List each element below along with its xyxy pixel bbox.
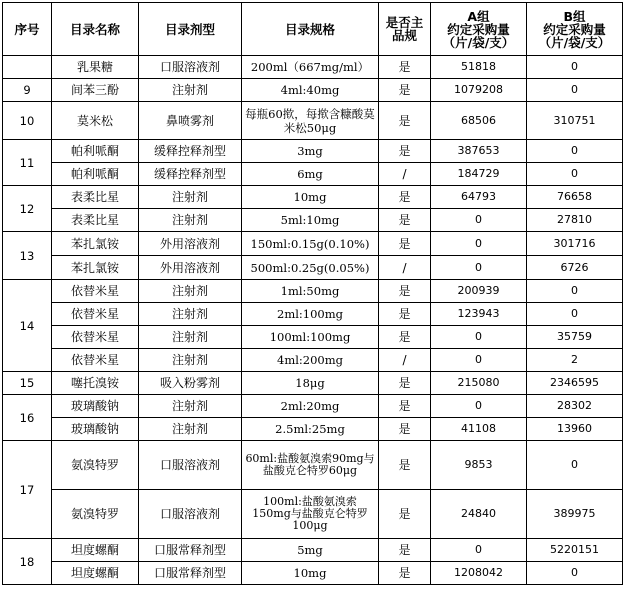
cell-b-qty: 0 [527, 140, 623, 163]
cell-spec: 每瓶60揿，每揿含糠酸莫米松50μg [242, 102, 379, 140]
cell-b-qty: 389975 [527, 490, 623, 539]
cell-name: 表柔比星 [52, 209, 139, 232]
cell-main: 是 [379, 56, 431, 79]
cell-spec: 5ml:10mg [242, 209, 379, 232]
cell-a-qty: 68506 [431, 102, 527, 140]
cell-spec: 100ml:100mg [242, 326, 379, 349]
cell-main: 是 [379, 140, 431, 163]
cell-seq: 16 [3, 395, 52, 441]
cell-a-qty: 0 [431, 232, 527, 256]
cell-form: 口服溶液剂 [139, 441, 242, 490]
cell-form: 注射剂 [139, 280, 242, 303]
cell-a-qty: 0 [431, 326, 527, 349]
header-a-group: A组 约定采购量 （片/袋/支） [431, 3, 527, 56]
cell-name: 玻璃酸钠 [52, 418, 139, 441]
cell-spec: 60ml:盐酸氨溴索90mg与盐酸克仑特罗60μg [242, 441, 379, 490]
cell-spec: 2.5ml:25mg [242, 418, 379, 441]
cell-b-qty: 6726 [527, 256, 623, 280]
table-row [3, 280, 623, 303]
cell-seq: 15 [3, 372, 52, 395]
cell-a-qty: 64793 [431, 186, 527, 209]
cell-name: 依替米星 [52, 349, 139, 372]
table-row [3, 209, 623, 232]
cell-name: 氨溴特罗 [52, 490, 139, 539]
cell-spec: 1ml:50mg [242, 280, 379, 303]
cell-form: 外用溶液剂 [139, 232, 242, 256]
cell-b-qty: 27810 [527, 209, 623, 232]
cell-spec: 150ml:0.15g(0.10%) [242, 232, 379, 256]
table-row [3, 56, 623, 79]
header-spec: 目录规格 [242, 3, 379, 56]
cell-a-qty: 41108 [431, 418, 527, 441]
cell-b-qty: 0 [527, 303, 623, 326]
cell-b-qty: 0 [527, 163, 623, 186]
table-row [3, 395, 623, 418]
cell-a-qty: 0 [431, 209, 527, 232]
table-row [3, 140, 623, 163]
cell-seq: 10 [3, 102, 52, 140]
cell-spec: 4ml:40mg [242, 79, 379, 102]
cell-b-qty: 76658 [527, 186, 623, 209]
table-row [3, 186, 623, 209]
header-seq: 序号 [3, 3, 52, 56]
cell-b-qty: 2346595 [527, 372, 623, 395]
cell-form: 口服常释剂型 [139, 562, 242, 585]
cell-spec: 6mg [242, 163, 379, 186]
cell-main: 是 [379, 303, 431, 326]
cell-spec: 10mg [242, 186, 379, 209]
cell-form: 注射剂 [139, 303, 242, 326]
cell-spec: 10mg [242, 562, 379, 585]
cell-name: 间苯三酚 [52, 79, 139, 102]
cell-a-qty: 1079208 [431, 79, 527, 102]
header-b-group: B组 约定采购量 （片/袋/支） [527, 3, 623, 56]
cell-name: 苯扎氯铵 [52, 232, 139, 256]
cell-a-qty: 1208042 [431, 562, 527, 585]
cell-a-qty: 215080 [431, 372, 527, 395]
cell-form: 注射剂 [139, 79, 242, 102]
cell-seq: 17 [3, 441, 52, 539]
cell-form: 缓释控释剂型 [139, 163, 242, 186]
cell-a-qty: 9853 [431, 441, 527, 490]
cell-a-qty: 387653 [431, 140, 527, 163]
cell-form: 吸入粉雾剂 [139, 372, 242, 395]
cell-a-qty: 0 [431, 539, 527, 562]
cell-spec: 18μg [242, 372, 379, 395]
cell-a-qty: 123943 [431, 303, 527, 326]
cell-name: 玻璃酸钠 [52, 395, 139, 418]
cell-form: 注射剂 [139, 395, 242, 418]
header-row [3, 3, 623, 56]
cell-name: 氨溴特罗 [52, 441, 139, 490]
cell-name: 苯扎氯铵 [52, 256, 139, 280]
cell-main: 是 [379, 395, 431, 418]
cell-name: 依替米星 [52, 303, 139, 326]
cell-spec: 2ml:20mg [242, 395, 379, 418]
cell-spec: 200ml（667mg/ml） [242, 56, 379, 79]
cell-main: 是 [379, 372, 431, 395]
cell-a-qty: 0 [431, 395, 527, 418]
table-row [3, 372, 623, 395]
cell-main: / [379, 349, 431, 372]
cell-b-qty: 5220151 [527, 539, 623, 562]
cell-name: 噻托溴铵 [52, 372, 139, 395]
table-row [3, 232, 623, 256]
cell-seq: 13 [3, 232, 52, 280]
cell-b-qty: 0 [527, 79, 623, 102]
cell-main: 是 [379, 209, 431, 232]
cell-b-qty: 0 [527, 56, 623, 79]
cell-form: 外用溶液剂 [139, 256, 242, 280]
cell-form: 注射剂 [139, 326, 242, 349]
cell-form: 口服溶液剂 [139, 490, 242, 539]
cell-form: 注射剂 [139, 186, 242, 209]
table-row [3, 490, 623, 539]
cell-a-qty: 0 [431, 349, 527, 372]
table-row [3, 326, 623, 349]
cell-form: 注射剂 [139, 349, 242, 372]
cell-spec: 4ml:200mg [242, 349, 379, 372]
cell-a-qty: 24840 [431, 490, 527, 539]
table-row [3, 441, 623, 490]
cell-seq: 18 [3, 539, 52, 585]
cell-form: 缓释控释剂型 [139, 140, 242, 163]
cell-main: 是 [379, 490, 431, 539]
cell-main: / [379, 256, 431, 280]
procurement-table [2, 2, 623, 585]
cell-spec: 2ml:100mg [242, 303, 379, 326]
cell-spec: 500ml:0.25g(0.05%) [242, 256, 379, 280]
header-name: 目录名称 [52, 3, 139, 56]
cell-name: 依替米星 [52, 326, 139, 349]
cell-b-qty: 28302 [527, 395, 623, 418]
cell-a-qty: 0 [431, 256, 527, 280]
cell-name: 表柔比星 [52, 186, 139, 209]
cell-b-qty: 2 [527, 349, 623, 372]
table-row [3, 102, 623, 140]
table-row [3, 539, 623, 562]
cell-form: 注射剂 [139, 418, 242, 441]
table-row [3, 256, 623, 280]
cell-a-qty: 200939 [431, 280, 527, 303]
cell-name: 帕利哌酮 [52, 163, 139, 186]
table-row [3, 303, 623, 326]
cell-seq: 14 [3, 280, 52, 372]
cell-spec: 100ml:盐酸氨溴索150mg与盐酸克仑特罗100μg [242, 490, 379, 539]
cell-b-qty: 0 [527, 441, 623, 490]
cell-main: 是 [379, 562, 431, 585]
table-row [3, 418, 623, 441]
cell-name: 乳果糖 [52, 56, 139, 79]
table-row [3, 79, 623, 102]
cell-main: / [379, 163, 431, 186]
cell-name: 依替米星 [52, 280, 139, 303]
cell-main: 是 [379, 232, 431, 256]
cell-seq: 9 [3, 79, 52, 102]
cell-b-qty: 310751 [527, 102, 623, 140]
cell-main: 是 [379, 280, 431, 303]
table-row [3, 163, 623, 186]
cell-form: 口服溶液剂 [139, 56, 242, 79]
cell-main: 是 [379, 186, 431, 209]
cell-spec: 3mg [242, 140, 379, 163]
cell-b-qty: 301716 [527, 232, 623, 256]
cell-b-qty: 35759 [527, 326, 623, 349]
cell-main: 是 [379, 539, 431, 562]
cell-name: 坦度螺酮 [52, 539, 139, 562]
cell-b-qty: 0 [527, 562, 623, 585]
cell-main: 是 [379, 326, 431, 349]
cell-form: 注射剂 [139, 209, 242, 232]
cell-main: 是 [379, 441, 431, 490]
cell-form: 鼻喷雾剂 [139, 102, 242, 140]
cell-name: 帕利哌酮 [52, 140, 139, 163]
cell-main: 是 [379, 102, 431, 140]
cell-b-qty: 13960 [527, 418, 623, 441]
header-form: 目录剂型 [139, 3, 242, 56]
header-main: 是否主品规 [379, 3, 431, 56]
cell-spec: 5mg [242, 539, 379, 562]
cell-seq: 12 [3, 186, 52, 232]
table-row [3, 562, 623, 585]
cell-seq: 11 [3, 140, 52, 186]
cell-main: 是 [379, 79, 431, 102]
cell-a-qty: 184729 [431, 163, 527, 186]
cell-b-qty: 0 [527, 280, 623, 303]
cell-form: 口服常释剂型 [139, 539, 242, 562]
cell-main: 是 [379, 418, 431, 441]
table-row [3, 349, 623, 372]
cell-name: 坦度螺酮 [52, 562, 139, 585]
cell-name: 莫米松 [52, 102, 139, 140]
cell-a-qty: 51818 [431, 56, 527, 79]
cell-seq [3, 56, 52, 79]
